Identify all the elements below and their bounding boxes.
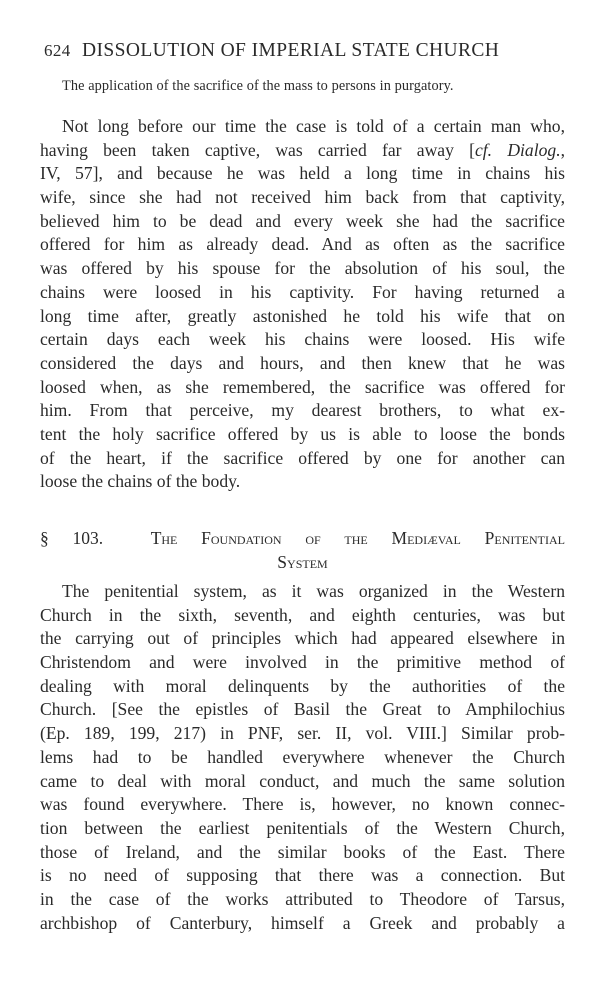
section-title: The Foundation of the Mediæval Penitential [150, 528, 566, 548]
text-line: is no need of supposing that there was a connection. But [40, 865, 565, 886]
text-line: loose the chains of the body. [40, 471, 241, 492]
text-line: those of Ireland, and the similar books of the East. There [40, 841, 565, 862]
section-number: § 103. [40, 528, 104, 548]
text-line: long time after, greatly astonished he told his wife that on [40, 305, 565, 326]
text-line: tent the holy sacrifice offered by us is able to loose the bonds [40, 423, 565, 444]
text-line: offered for him as already dead. And as often as the sacrifice [40, 234, 565, 255]
text-line: dealing with moral delinquents by the authorities of the [40, 675, 565, 696]
text-line: archbishop of Canterbury, himself a Greek and probably a [40, 912, 565, 933]
chapter-title: DISSOLUTION OF IMPERIAL STATE CHURCH [81, 40, 500, 61]
text-line: Church. [See the epistles of Basil the Great to Amphilochius [40, 699, 565, 720]
citation: cf. Dialog. [474, 139, 561, 160]
text-line: lems had to be handled everywhere whenever the Church [40, 746, 565, 767]
text-line: tion between the earliest penitentials of the Western Church, [40, 817, 565, 838]
text-line: loosed when, as she remembered, the sacrifice was offered for [40, 376, 565, 397]
text-line: having been taken captive, was carried far away [cf. Dialog., [40, 139, 565, 160]
text-line: was offered by his spouse for the absolution of his soul, the [40, 258, 565, 279]
section-heading [40, 526, 565, 574]
text-line: certain days each week his chains were loosed. His wife [40, 329, 565, 350]
text-line: Church in the sixth, seventh, and eighth centuries, was but [40, 604, 565, 625]
text-line: The penitential system, as it was organized in the Western [62, 581, 565, 601]
text-line: Not long before our time the case is told of a certain man who, [62, 116, 565, 136]
text-line: of the heart, if the sacrifice offered by one for another can [40, 447, 565, 468]
text-line: him. From that perceive, my dearest brothers, to what ex- [40, 400, 565, 421]
paragraph-1 [40, 115, 565, 494]
text-line: chains were loosed in his captivity. For having returned a [40, 281, 565, 302]
text-line: IV, 57], and because he was held a long time in chains his [40, 163, 565, 184]
text-line: in the case of the works attributed to Theodore of Tarsus, [40, 888, 565, 909]
text-line: Christendom and were involved in the primitive method of [40, 652, 565, 673]
paragraph-2 [40, 580, 565, 935]
page-number: 624 [44, 41, 71, 60]
text-line: believed him to be dead and every week she had the sacrifice [40, 210, 565, 231]
text-line: was found everywhere. There is, however, no known connec- [40, 794, 565, 815]
running-head [44, 40, 564, 62]
text-line: came to deal with moral conduct, and much the same solution [40, 770, 565, 791]
text-line: (Ep. 189, 199, 217) in PNF, ser. II, vol. VIII.] Similar prob- [40, 723, 565, 744]
text-line: considered the days and hours, and then knew that he was [40, 352, 565, 373]
side-heading: The application of the sacrifice of the mass to persons in purgatory. [62, 78, 454, 94]
text-line: wife, since she had not received him back from that captivity, [40, 187, 565, 208]
text-line: the carrying out of principles which had appeared elsewhere in [40, 628, 565, 649]
section-title-continued: System [277, 552, 328, 572]
